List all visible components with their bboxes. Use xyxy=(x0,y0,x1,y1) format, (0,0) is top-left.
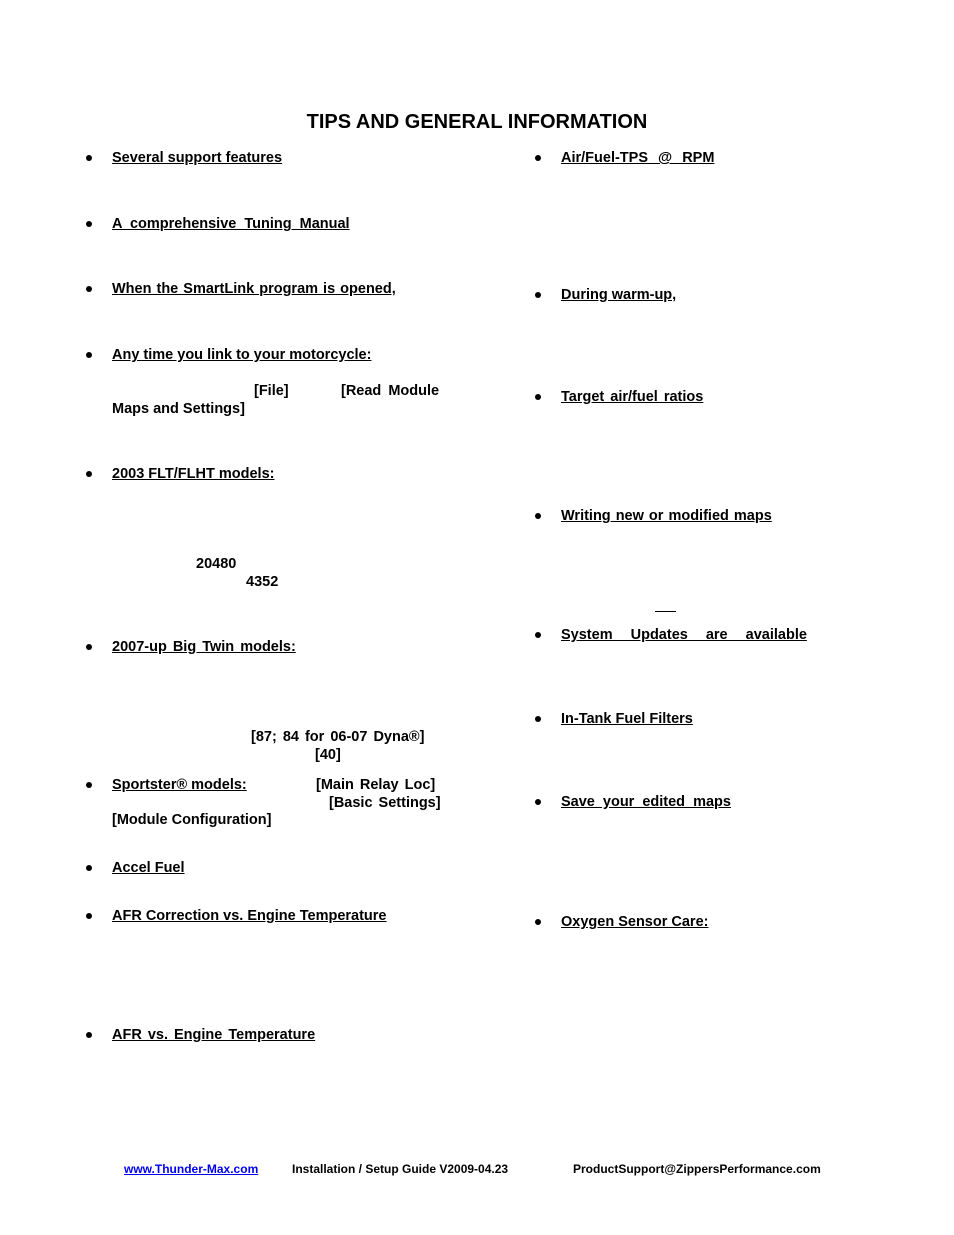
bullet-icon xyxy=(535,394,541,400)
bullet-icon xyxy=(86,352,92,358)
heading-target-ratios: Target air/fuel ratios xyxy=(561,389,704,405)
bullet-icon xyxy=(535,513,541,519)
bullet-icon xyxy=(86,865,92,871)
underline-mark xyxy=(655,611,676,612)
bullet-icon xyxy=(535,155,541,161)
website-link[interactable]: www.Thunder-Max.com xyxy=(124,1162,259,1176)
bullet-icon xyxy=(86,155,92,161)
heading-link-motorcycle: Any time you link to your motorcycle: xyxy=(112,347,372,363)
heading-warm-up: During warm-up, xyxy=(561,287,677,303)
bullet-icon xyxy=(86,782,92,788)
heading-smartlink-opened: When the SmartLink program is opened, xyxy=(112,281,396,297)
heading-fuel-filters: In-Tank Fuel Filters xyxy=(561,711,693,727)
heading-tuning-manual: A comprehensive Tuning Manual xyxy=(112,216,350,232)
heading-writing-maps: Writing new or modified maps xyxy=(561,508,772,524)
bullet-icon xyxy=(86,471,92,477)
menu-maps-settings-text: Maps and Settings] xyxy=(112,401,245,417)
heading-support-features: Several support features xyxy=(112,150,283,166)
bullet-icon xyxy=(535,632,541,638)
heading-big-twin-models: 2007-up Big Twin models: xyxy=(112,639,296,655)
menu-file-text: [File] xyxy=(254,383,289,399)
value-20480: 20480 xyxy=(196,556,237,572)
heading-afr-engine-temp: AFR vs. Engine Temperature xyxy=(112,1027,316,1043)
page-title: TIPS AND GENERAL INFORMATION xyxy=(306,111,648,133)
heading-oxygen-sensor: Oxygen Sensor Care: xyxy=(561,914,709,930)
bullet-icon xyxy=(535,919,541,925)
bullet-icon xyxy=(86,644,92,650)
main-relay-text: [Main Relay Loc] xyxy=(316,777,436,793)
heading-afr-correction: AFR Correction vs. Engine Temperature xyxy=(112,908,387,924)
dyna-value-text: [87; 84 for 06-07 Dyna®] xyxy=(251,729,425,745)
bullet-icon xyxy=(535,799,541,805)
forty-value-text: [40] xyxy=(315,747,341,763)
bullet-icon xyxy=(86,221,92,227)
bullet-icon xyxy=(86,1032,92,1038)
support-email-text: ProductSupport@ZippersPerformance.com xyxy=(573,1162,821,1176)
menu-read-module-text: [Read Module xyxy=(341,383,440,399)
module-configuration-text: [Module Configuration] xyxy=(112,812,272,828)
heading-sportster-models: Sportster® models: xyxy=(112,777,247,793)
heading-air-fuel-tps: Air/Fuel-TPS @ RPM xyxy=(561,150,715,166)
heading-accel-fuel: Accel Fuel xyxy=(112,860,185,876)
heading-save-maps: Save your edited maps xyxy=(561,794,731,810)
bullet-icon xyxy=(535,292,541,298)
bullet-icon xyxy=(535,716,541,722)
heading-system-updates: System Updates are available xyxy=(561,627,807,643)
guide-version-text: Installation / Setup Guide V2009-04.23 xyxy=(292,1162,509,1176)
heading-flt-models: 2003 FLT/FLHT models: xyxy=(112,466,275,482)
bullet-icon xyxy=(86,913,92,919)
value-4352: 4352 xyxy=(246,574,279,590)
basic-settings-text: [Basic Settings] xyxy=(329,795,441,811)
bullet-icon xyxy=(86,286,92,292)
